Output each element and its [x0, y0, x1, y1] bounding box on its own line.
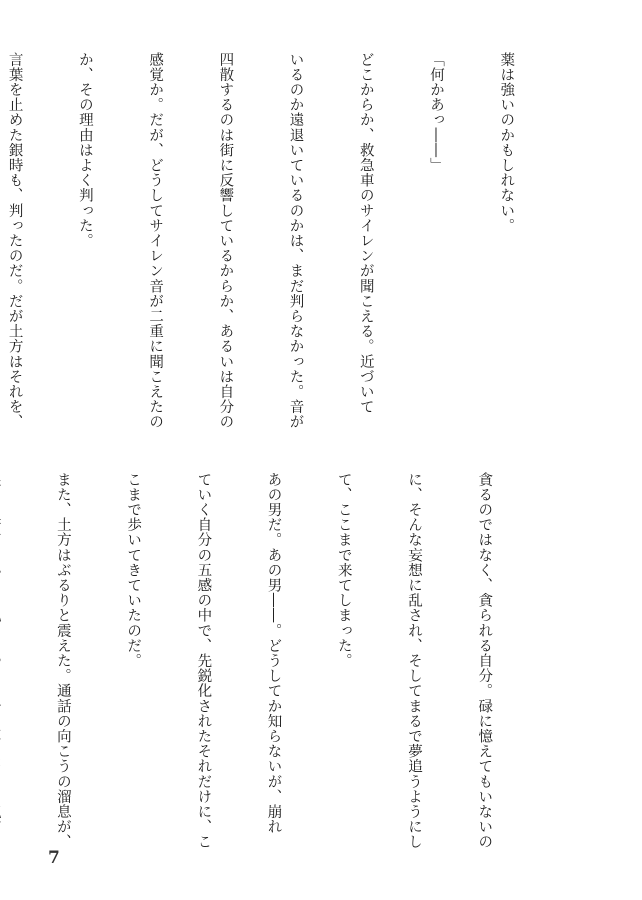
- text-line: あの男だ。あの男――。どうしてか知らないが、崩れ: [265, 472, 282, 835]
- text-line: 感覚か。だが、どうしてサイレン音が二重に聞こえたの: [147, 52, 164, 430]
- text-line: 言葉を止めた銀時も、判ったのだ。だが土方はそれを、: [6, 52, 23, 430]
- text-line: 「何かあっ――」: [427, 52, 444, 173]
- text-line: こまで歩いてきていたのだ。: [125, 472, 142, 669]
- text-line: ていく自分の五感の中で、先鋭化されたそれだけに、こ: [195, 472, 212, 850]
- text-line: また、土方はぶるりと震えた。通話の向こうの溜息が、: [54, 472, 71, 850]
- text-line: か、その理由はよく判った。: [76, 52, 93, 249]
- text-line: どこからか、救急車のサイレンが聞こえる。近づいて: [357, 52, 374, 415]
- text-line: 貪るのではなく、貪られる自分。碌に憶えてもいないの: [476, 472, 493, 850]
- text-line: いるのか遠退いているのかは、まだ判らなかった。音が: [287, 52, 304, 430]
- text-line: 薬は強いのかもしれない。: [498, 52, 515, 234]
- upper-text-block: [6, 52, 564, 434]
- page-number: 7: [48, 848, 60, 868]
- text-line: に、そんな妄想に乱され、そしてまるで夢追うようにし: [405, 472, 422, 850]
- text-line: て、ここまで来てしまった。: [335, 472, 352, 669]
- lower-text-block: [54, 472, 542, 850]
- text-line: [0, 472, 4, 832]
- text-line: 四散するのは街に反響しているからか、あるいは自分の: [217, 52, 234, 430]
